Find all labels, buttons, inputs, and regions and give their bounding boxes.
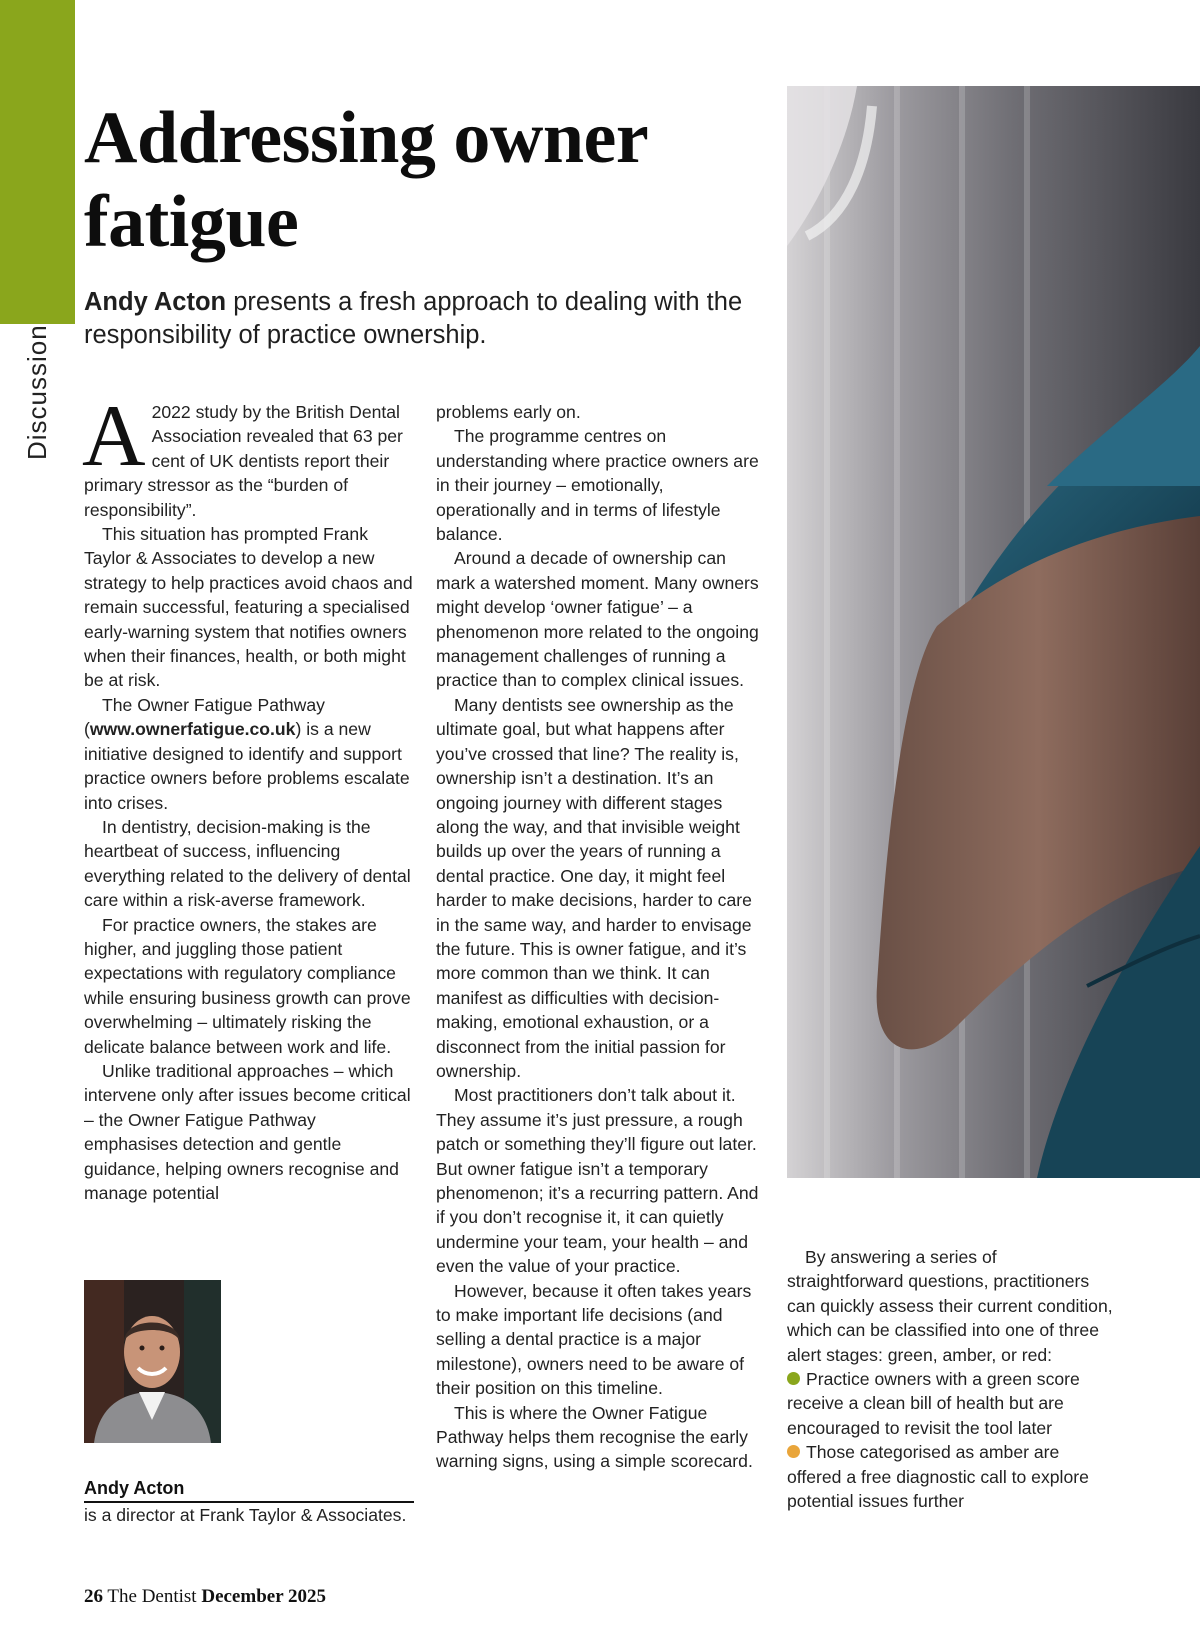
section-color-bar (0, 0, 75, 324)
green-dot-icon (787, 1372, 800, 1385)
feature-photo-illustration (787, 86, 1200, 1178)
page-footer (84, 1586, 326, 1608)
paragraph: By answering a series of straightforward questions, practitioners can quickly assess their current condition, which can be classified into one of three alert stages: green, amber, or red: (787, 1247, 1113, 1365)
paragraph (82, 388, 414, 522)
author-bio: is a director at Frank Taylor & Associates. (84, 1505, 407, 1525)
paragraph: This is where the Owner Fatigue Pathway helps them recognise the early warning signs, using a simple scorecard. (436, 1402, 753, 1472)
standfirst (84, 286, 764, 352)
paragraph: Around a decade of ownership can mark a watershed moment. Many owners might develop ‘owner fatigue’ – a phenomenon more related to the ongoing management challenges of running a practice than to complex clinical issues. (436, 548, 759, 691)
section-label: Discussion (22, 324, 52, 460)
paragraph-text: 2022 study by the British Dental Association revealed that 63 per cent of UK dentists report their primary stressor as the “burden of responsibility”. (84, 402, 403, 520)
feature-photo (787, 86, 1200, 1178)
standfirst-author: Andy Acton (84, 288, 227, 316)
paragraph: Most practitioners don’t talk about it. They assume it’s just pressure, a rough patch or something they’ll figure out later. But owner fatigue isn’t a temporary phenomenon; it’s a recurring pattern. And if you don’t recognise it, it can quietly undermine your team, your health – and even the value of your practice. (436, 1085, 759, 1277)
paragraph: The programme centres on understanding where practice owners are in their journey – emotionally, operationally and in terms of lifestyle balance. (436, 426, 759, 545)
paragraph: problems early on. (436, 402, 581, 422)
list-item (787, 1440, 1117, 1513)
list-item-text: Practice owners with a green score receive a clean bill of health but are encouraged to revisit the tool later (787, 1369, 1080, 1438)
list-item (787, 1367, 1117, 1440)
drop-cap: A (82, 388, 146, 485)
paragraph (84, 693, 414, 815)
page-number: 26 (84, 1586, 103, 1607)
publication-name: The Dentist (103, 1586, 202, 1607)
author-portrait-illustration (84, 1280, 221, 1443)
paragraph: Unlike traditional approaches – which intervene only after issues become critical – the Owner Fatigue Pathway emphasises detection and gentle guidance, helping owners recognise and manage potential (84, 1060, 411, 1203)
article-column-3 (787, 1245, 1117, 1513)
standfirst-text: presents a fresh approach to dealing with the responsibility of practice ownership. (84, 288, 743, 349)
paragraph: In dentistry, decision-making is the heartbeat of success, influencing everything related to the delivery of dental care within a risk-averse framework. (84, 816, 411, 911)
paragraph: This situation has prompted Frank Taylor & Associates to develop a new strategy to help practices avoid chaos and remain successful, featuring a specialised early-warning system that notifies owners when their finances, health, or both might be at risk. (84, 524, 413, 691)
list-item-text: Those categorised as amber are offered a free diagnostic call to explore potential issues further (787, 1442, 1089, 1512)
paragraph-text: ) is a new initiative designed to identify and support practice owners before problems escalate into crises. (84, 719, 410, 813)
amber-dot-icon (787, 1445, 800, 1458)
author-name: Andy Acton (84, 1476, 414, 1503)
author-photo (84, 1280, 221, 1443)
paragraph-text: The Owner Fatigue Pathway ( (84, 694, 325, 740)
article-column-1 (82, 388, 414, 1205)
website-link[interactable]: www.ownerfatigue.co.uk (89, 719, 296, 740)
paragraph: Many dentists see ownership as the ultimate goal, but what happens after you’ve crossed that line? The reality is, ownership isn’t a destination. It’s an ongoing journey with different stages along the way, and that invisible weight builds up over the years of running a dental practice. One day, it might feel harder to make decisions, harder to care in the same way, and harder to envisage the future. This is owner fatigue, and it’s more common than we think. It can manifest as difficulties with decision-making, emotional exhaustion, or a disconnect from the initial passion for ownership. (436, 694, 752, 1081)
headline: Addressing owner fatigue (84, 97, 647, 263)
paragraph: For practice owners, the stakes are higher, and juggling those patient expectations with regulatory compliance while ensuring business growth can prove overwhelming – ultimately risking the delicate balance between work and life. (84, 914, 411, 1057)
issue-date: December 2025 (201, 1586, 327, 1607)
paragraph: However, because it often takes years to make important life decisions (and selling a dental practice is a major milestone), owners need to be aware of their position on this timeline. (436, 1280, 752, 1399)
article-column-2 (436, 400, 766, 1474)
